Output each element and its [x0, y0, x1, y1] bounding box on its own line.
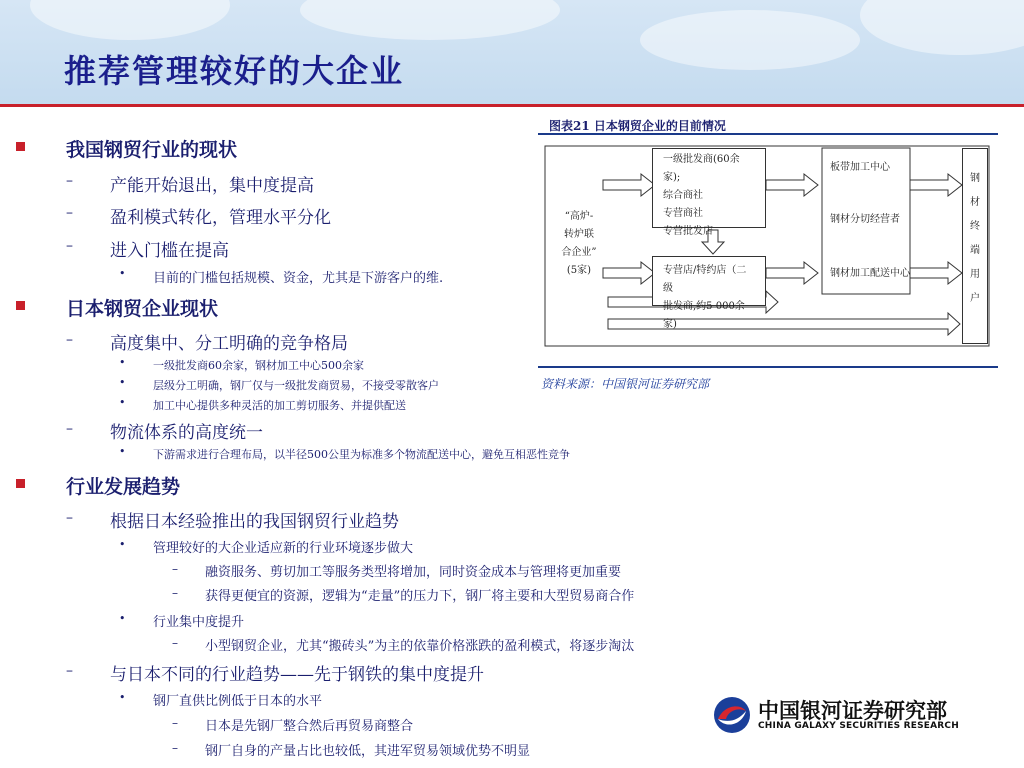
top-box-line: 专营商社: [663, 208, 703, 219]
list-item: 下游需求进行合理布局，以半径500公里为标准多个物流配送中心，避免互相恶性竞争: [153, 448, 570, 461]
top-box-line: 专营批发店: [663, 226, 713, 237]
right-item: 板带加工中心: [830, 162, 890, 173]
page-title: 推荐管理较好的大企业: [64, 52, 405, 90]
left-box-line: (5家): [566, 265, 592, 276]
list-item: 融资服务、剪切加工等服务类型将增加，同时资金成本与管理将更加重要: [205, 565, 622, 580]
list-item: 进入门槛在提高: [110, 241, 229, 261]
list-item: 钢厂自身的产量占比也较低，其进军贸易领域优势不明显: [205, 744, 531, 759]
top-box-line: 综合商社: [663, 190, 703, 201]
section-bullet-icon: [16, 142, 25, 151]
section-heading: 行业发展趋势: [66, 476, 181, 498]
logo-chinese: 中国银河证券研究部: [758, 699, 947, 723]
list-item: 高度集中、分工明确的竞争格局: [110, 334, 348, 354]
top-box-line: 一级批发商(60余家);: [663, 154, 740, 183]
right-item: 钢材分切经营者: [830, 214, 900, 225]
figure-bottom-rule: [538, 366, 998, 368]
left-box: [548, 208, 610, 288]
end-box-char: 端: [970, 245, 980, 256]
dot-icon: •: [119, 267, 126, 280]
end-box-char: 用: [970, 269, 980, 280]
list-item: 管理较好的大企业适应新的行业环境逐步做大: [153, 541, 414, 556]
list-item: 产能开始退出，集中度提高: [110, 176, 314, 196]
dash-icon: –: [172, 586, 178, 600]
end-box-char: 户: [970, 293, 980, 304]
dash-icon: –: [66, 173, 73, 189]
list-item: 一级批发商60余家，钢材加工中心500余家: [153, 359, 364, 372]
bottom-box-line: 批发商,约5 000余家): [663, 301, 745, 330]
list-item: 钢厂直供比例低于日本的水平: [153, 694, 323, 709]
end-box-char: 材: [970, 197, 980, 208]
end-box-char: 钢: [970, 173, 980, 184]
dash-icon: –: [66, 421, 73, 437]
dot-icon: •: [119, 356, 126, 369]
left-box-line: 转炉联: [564, 229, 594, 240]
top-box: [652, 148, 766, 237]
list-item: 加工中心提供多种灵活的加工剪切服务、并提供配送: [153, 399, 406, 412]
list-item: 目前的门槛包括规模、资金，尤其是下游客户的维.: [153, 271, 444, 286]
list-item: 物流体系的高度统一: [110, 423, 263, 443]
left-box-line: 合企业”: [561, 247, 597, 258]
bottom-box-line: 专营店/特约店（二级: [663, 265, 747, 294]
right-item: 钢材加工配送中心: [830, 268, 910, 279]
bottom-box: [652, 256, 766, 330]
list-item: 层级分工明确，钢厂仅与一级批发商贸易，不接受零散客户: [153, 379, 439, 392]
figure-source: 资料来源：中国银河证券研究部: [541, 377, 710, 391]
list-item: 获得更便宜的资源，逻辑为“走量”的压力下，钢厂将主要和大型贸易商合作: [205, 589, 635, 604]
dot-icon: •: [119, 538, 126, 551]
dash-icon: –: [172, 636, 178, 650]
list-item: 日本是先钢厂整合然后再贸易商整合: [205, 719, 414, 734]
left-box-line: “高炉-: [564, 211, 594, 222]
dot-icon: •: [119, 691, 126, 704]
dash-icon: –: [66, 510, 73, 526]
dot-icon: •: [119, 396, 126, 409]
dot-icon: •: [119, 612, 126, 625]
list-item: 行业集中度提升: [153, 615, 245, 630]
list-item: 小型钢贸企业，尤其“搬砖头”为主的依靠价格涨跌的盈利模式，将逐步淘汰: [205, 639, 635, 654]
list-item: 与日本不同的行业趋势——先于钢铁的集中度提升: [110, 665, 484, 685]
dash-icon: –: [172, 716, 178, 730]
dash-icon: –: [172, 562, 178, 576]
section-bullet-icon: [16, 301, 25, 310]
figure-title: 图表21 日本钢贸企业的目前情况: [549, 119, 726, 133]
list-item: 盈利模式转化，管理水平分化: [110, 208, 331, 228]
figure-top-rule: [538, 133, 998, 135]
end-box-char: 终: [970, 221, 980, 232]
dot-icon: •: [119, 376, 126, 389]
dash-icon: –: [66, 332, 73, 348]
dash-icon: –: [172, 741, 178, 755]
dash-icon: –: [66, 663, 73, 679]
company-logo: [712, 695, 959, 739]
section-heading: 我国钢贸行业的现状: [66, 139, 238, 161]
list-item: 根据日本经验推出的我国钢贸行业趋势: [110, 512, 399, 532]
dash-icon: –: [66, 238, 73, 254]
end-user-box: [962, 148, 988, 344]
galaxy-logo-icon: [712, 695, 752, 735]
section-heading: 日本钢贸企业现状: [66, 298, 219, 320]
dot-icon: •: [119, 445, 126, 458]
header-divider: [0, 104, 1024, 107]
diagram-frame: [545, 146, 989, 346]
dash-icon: –: [66, 205, 73, 221]
section-bullet-icon: [16, 479, 25, 488]
logo-english: CHINA GALAXY SECURITIES RESEARCH: [758, 721, 959, 731]
